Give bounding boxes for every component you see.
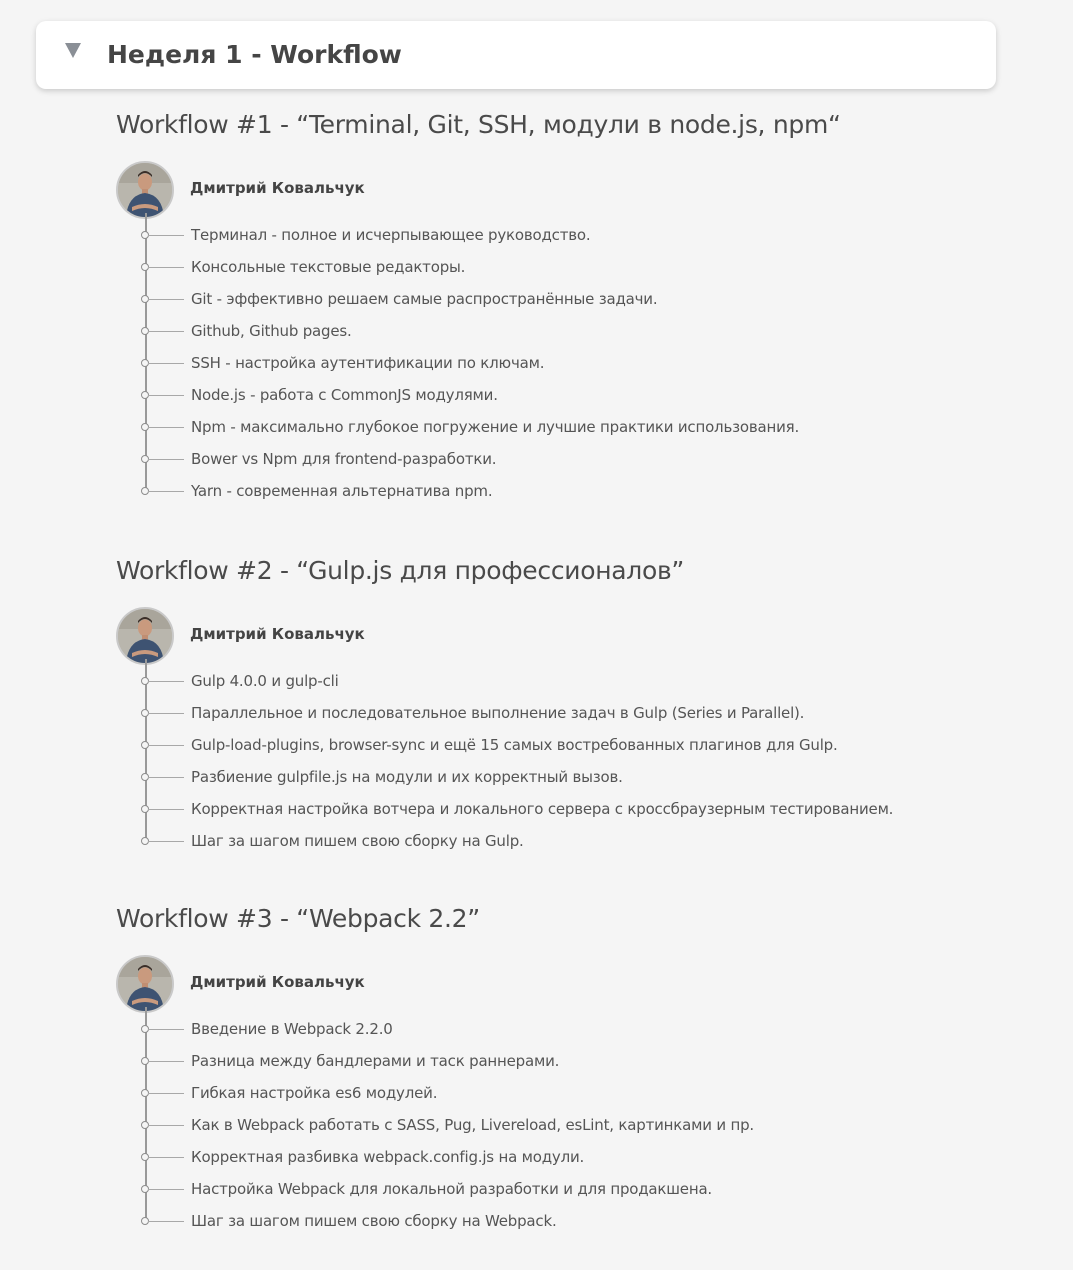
author-avatar — [116, 955, 174, 1013]
lesson-block — [116, 554, 1016, 857]
lesson-author — [116, 607, 1016, 665]
timeline-connector — [148, 1093, 184, 1094]
list-item — [116, 1077, 1016, 1109]
lesson-topic-list — [116, 1013, 1016, 1237]
timeline-connector — [148, 331, 184, 332]
list-item — [116, 729, 1016, 761]
list-item — [116, 283, 1016, 315]
list-item — [116, 697, 1016, 729]
author-avatar — [116, 161, 174, 219]
topic-text: Node.js - работа с CommonJS модулями. — [191, 386, 498, 404]
timeline-connector — [148, 363, 184, 364]
lesson-topic-list — [116, 219, 1016, 507]
avatar-photo — [118, 163, 172, 217]
triangle-down-icon[interactable] — [65, 43, 81, 58]
avatar-photo — [118, 609, 172, 663]
author-name: Дмитрий Ковальчук — [190, 973, 365, 991]
week-title: Неделя 1 - Workflow — [107, 40, 402, 69]
list-item — [116, 665, 1016, 697]
author-name: Дмитрий Ковальчук — [190, 625, 365, 643]
list-item — [116, 1205, 1016, 1237]
timeline-connector — [148, 1157, 184, 1158]
timeline-connector — [148, 267, 184, 268]
topic-text: Настройка Webpack для локальной разработки и для продакшена. — [191, 1180, 712, 1198]
timeline-connector — [148, 1125, 184, 1126]
timeline-connector — [148, 299, 184, 300]
topic-text: Введение в Webpack 2.2.0 — [191, 1020, 393, 1038]
timeline-connector — [148, 235, 184, 236]
topic-text: Github, Github pages. — [191, 322, 352, 340]
lesson-title: Workflow #3 - “Webpack 2.2” — [116, 904, 480, 933]
timeline-connector — [148, 427, 184, 428]
topic-text: Yarn - современная альтернатива npm. — [191, 482, 493, 500]
topic-text: Разбиение gulpfile.js на модули и их корректный вызов. — [191, 768, 623, 786]
topic-text: Корректная настройка вотчера и локального сервера с кроссбраузерным тестированием. — [191, 800, 894, 818]
topic-text: Npm - максимально глубокое погружение и лучшие практики использования. — [191, 418, 800, 436]
topic-text: Как в Webpack работать с SASS, Pug, Livereload, esLint, картинками и пр. — [191, 1116, 754, 1134]
list-item — [116, 315, 1016, 347]
lesson-title: Workflow #1 - “Terminal, Git, SSH, модули в node.js, npm“ — [116, 110, 841, 139]
topic-text: Шаг за шагом пишем свою сборку на Gulp. — [191, 832, 524, 850]
topic-text: Параллельное и последовательное выполнение задач в Gulp (Series и Parallel). — [191, 704, 805, 722]
lesson-author — [116, 161, 1016, 219]
lesson-topic-list — [116, 665, 1016, 857]
timeline-connector — [148, 681, 184, 682]
timeline-connector — [148, 713, 184, 714]
list-item — [116, 411, 1016, 443]
list-item — [116, 1109, 1016, 1141]
list-item — [116, 1173, 1016, 1205]
timeline-connector — [148, 459, 184, 460]
topic-text: Гибкая настройка es6 модулей. — [191, 1084, 438, 1102]
lesson-author — [116, 955, 1016, 1013]
timeline-connector — [148, 1221, 184, 1222]
timeline-connector — [148, 777, 184, 778]
list-item — [116, 443, 1016, 475]
list-item — [116, 1141, 1016, 1173]
list-item — [116, 379, 1016, 411]
avatar-photo — [118, 957, 172, 1011]
list-item — [116, 825, 1016, 857]
topic-text: Корректная разбивка webpack.config.js на модули. — [191, 1148, 585, 1166]
topic-text: Gulp-load-plugins, browser-sync и ещё 15 самых востребованных плагинов для Gulp. — [191, 736, 838, 754]
topic-text: Git - эффективно решаем самые распространённые задачи. — [191, 290, 658, 308]
list-item — [116, 793, 1016, 825]
lesson-title: Workflow #2 - “Gulp.js для профессионалов” — [116, 556, 685, 585]
list-item — [116, 219, 1016, 251]
topic-text: Bower vs Npm для frontend-разработки. — [191, 450, 497, 468]
author-name: Дмитрий Ковальчук — [190, 179, 365, 197]
topic-text: Разница между бандлерами и таск раннерами. — [191, 1052, 560, 1070]
timeline-connector — [148, 1189, 184, 1190]
topic-text: Терминал - полное и исчерпывающее руководство. — [191, 226, 591, 244]
list-item — [116, 761, 1016, 793]
topic-text: Шаг за шагом пишем свою сборку на Webpack. — [191, 1212, 557, 1230]
timeline-connector — [148, 395, 184, 396]
topic-text: SSH - настройка аутентификации по ключам. — [191, 354, 545, 372]
timeline-connector — [148, 491, 184, 492]
topic-text: Gulp 4.0.0 и gulp-cli — [191, 672, 339, 690]
timeline-connector — [148, 1061, 184, 1062]
author-avatar — [116, 607, 174, 665]
timeline-connector — [148, 745, 184, 746]
week-accordion-header[interactable] — [36, 21, 996, 89]
timeline-connector — [148, 1029, 184, 1030]
list-item — [116, 475, 1016, 507]
list-item — [116, 1045, 1016, 1077]
timeline-connector — [148, 809, 184, 810]
lesson-block — [116, 108, 1016, 507]
list-item — [116, 251, 1016, 283]
timeline-connector — [148, 841, 184, 842]
topic-text: Консольные текстовые редакторы. — [191, 258, 466, 276]
lesson-block — [116, 902, 1016, 1237]
list-item — [116, 347, 1016, 379]
list-item — [116, 1013, 1016, 1045]
